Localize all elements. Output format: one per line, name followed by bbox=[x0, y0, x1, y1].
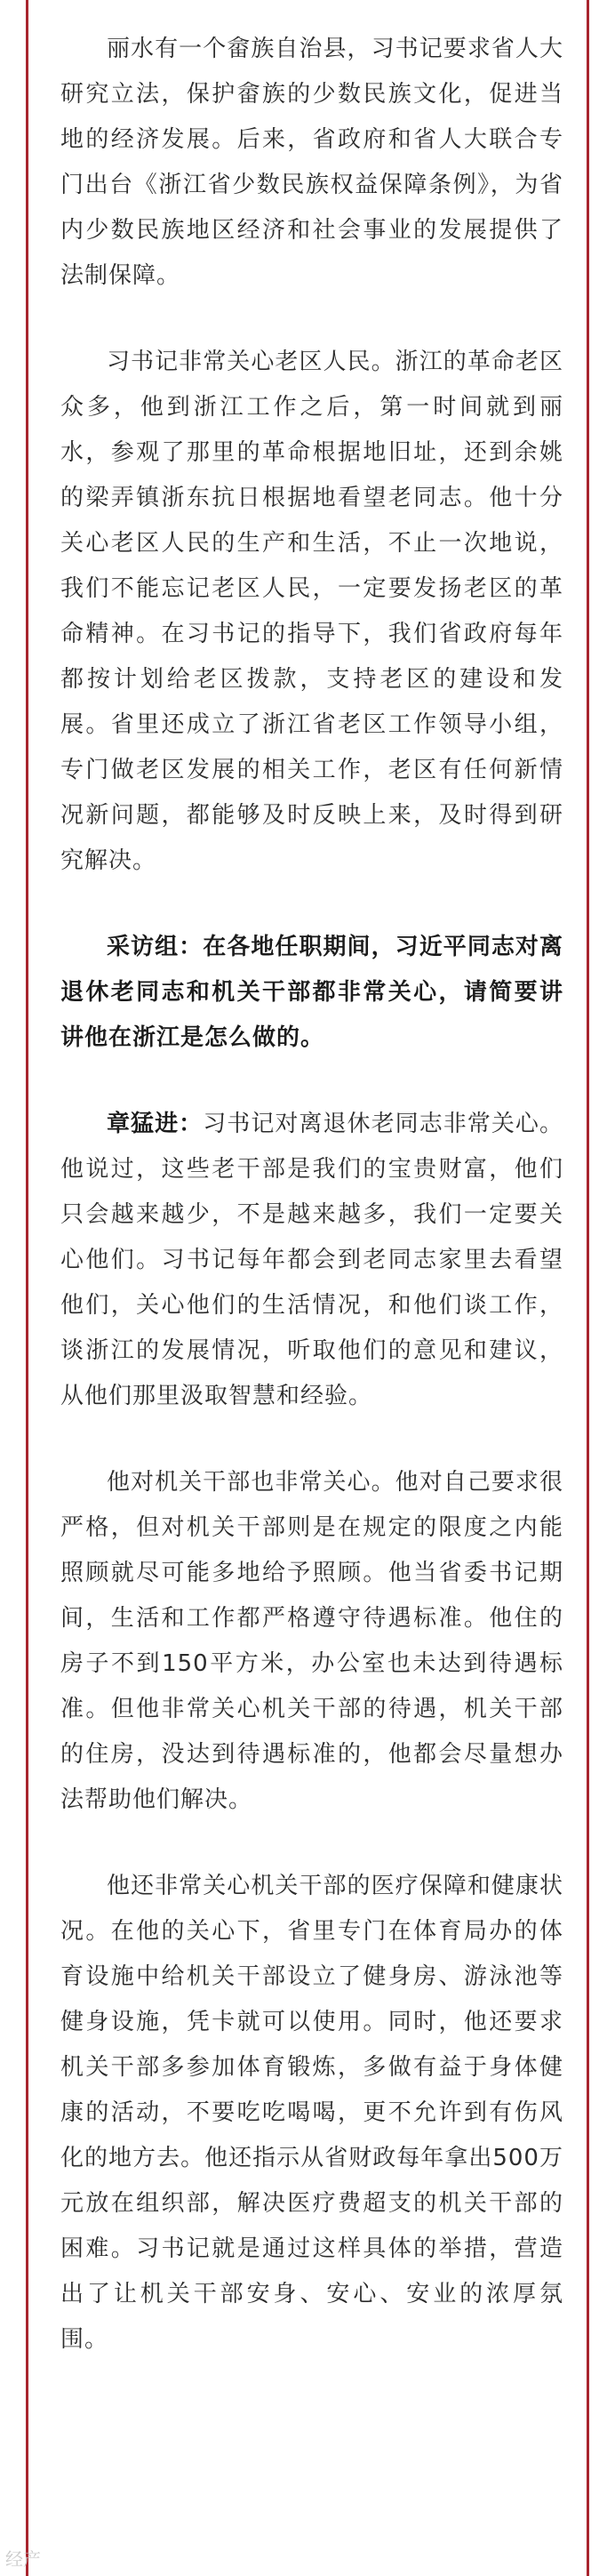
paragraph-cadre-care: 他对机关干部也非常关心。他对自己要求很严格，但对机关干部则是在规定的限度之内能照顾就尽可能多地给予照顾。他当省委书记期间，生活和工作都严格遵守待遇标准。他住的房子不到150平方米，办公室也未达到待遇标准。但他非常关心机关干部的待遇，机关干部的住房，没达到待遇标准的，他都会尽量想办法帮助他们解决。 bbox=[60, 1469, 563, 1813]
paragraph-she-autonomous-county: 丽水有一个畲族自治县，习书记要求省人大研究立法，保护畲族的少数民族文化，促进当地的经济发展。后来，省政府和省人大联合专门出台《浙江省少数民族权益保障条例》，为省内少数民族地区经济和社会事业的发展提供了法制保障。 bbox=[60, 36, 563, 289]
right-border-rule bbox=[587, 0, 589, 2576]
paragraph-old-revolutionary-areas: 习书记非常关心老区人民。浙江的革命老区众多，他到浙江工作之后，第一时间就到丽水，参观了那里的革命根据地旧址，还到余姚的梁弄镇浙东抗日根据地看望老同志。他十分关心老区人民的生产和生活，不止一次地说，我们不能忘记老区人民，一定要发扬老区的革命精神。在习书记的指导下，我们省政府每年都按计划给老区拨款，支持老区的建设和发展。省里还成立了浙江省老区工作领导小组，专门做老区发展的相关工作，老区有任何新情况新问题，都能够及时反映上来，及时得到研究解决。 bbox=[60, 349, 563, 874]
speaker-label: 章猛进： bbox=[107, 1111, 204, 1137]
interview-question: 采访组：在各地任职期间，习近平同志对离退休老同志和机关干部都非常关心，请简要讲讲他在浙江是怎么做的。 bbox=[60, 934, 563, 1051]
paragraph-health-care: 他还非常关心机关干部的医疗保障和健康状况。在他的关心下，省里专门在体育局办的体育设施中给机关干部设立了健身房、游泳池等健身设施，凭卡就可以使用。同时，他还要求机关干部多参加体育锻炼，多做有益于身体健康的活动，不要吃吃喝喝，更不允许到有伤风化的地方去。他还指示从省财政每年拿出500万元放在组织部，解决医疗费超支的机关干部的困难。习书记就是通过这样具体的举措，营造出了让机关干部安身、安心、安业的浓厚氛围。 bbox=[60, 1873, 563, 2353]
answer-paragraph-retired-cadres bbox=[60, 1102, 563, 1419]
article-body bbox=[60, 27, 563, 2403]
answer-text: 习书记对离退休老同志非常关心。他说过，这些老干部是我们的宝贵财富，他们只会越来越少，不是越来越多，我们一定要关心他们。习书记每年都会到老同志家里去看望他们，关心他们的生活情况，和他们谈工作，谈浙江的发展情况，听取他们的意见和建议，从他们那里汲取智慧和经验。 bbox=[60, 1111, 563, 1409]
left-border-rule bbox=[26, 0, 28, 2576]
watermark: 经产 bbox=[5, 2548, 41, 2570]
